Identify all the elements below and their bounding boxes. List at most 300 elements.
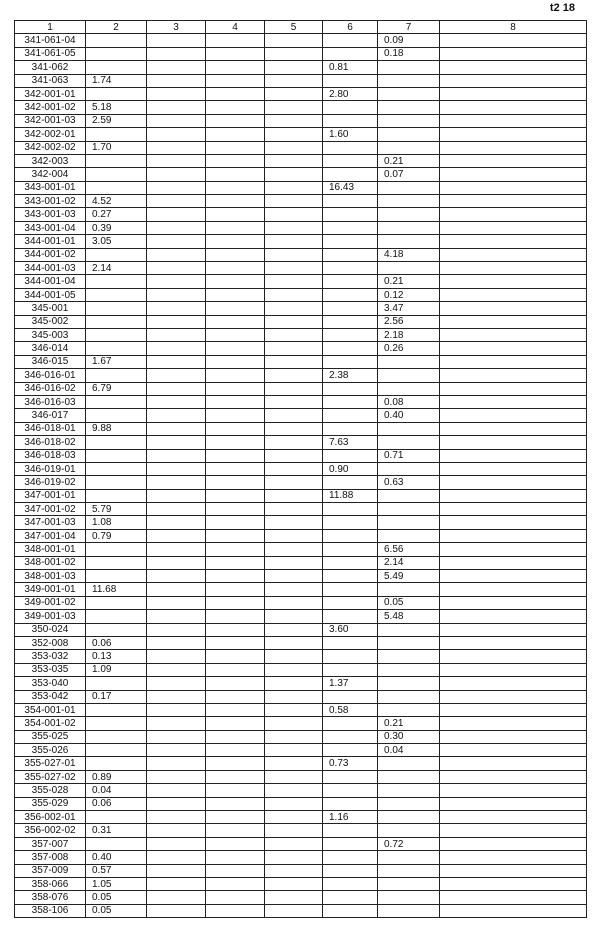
- col5-cell: [265, 757, 323, 770]
- col8-cell: [440, 235, 587, 248]
- table-row: [15, 422, 587, 435]
- col8-cell: [440, 208, 587, 221]
- col4-cell: [206, 851, 265, 864]
- col6-value-cell: [323, 636, 378, 649]
- col7-value-cell: 0.12: [378, 288, 440, 301]
- col8-cell: [440, 489, 587, 502]
- col2-value-cell: [86, 328, 147, 341]
- col3-cell: [147, 462, 206, 475]
- table-row: [15, 409, 587, 422]
- col5-cell: [265, 302, 323, 315]
- col5-cell: [265, 47, 323, 60]
- col7-value-cell: [378, 650, 440, 663]
- col3-cell: [147, 690, 206, 703]
- col6-value-cell: [323, 154, 378, 167]
- table-row: [15, 235, 587, 248]
- col8-cell: [440, 677, 587, 690]
- row-code-cell: 353-032: [15, 650, 86, 663]
- table-row: [15, 878, 587, 891]
- col6-value-cell: [323, 596, 378, 609]
- col8-cell: [440, 583, 587, 596]
- col3-cell: [147, 784, 206, 797]
- col8-cell: [440, 797, 587, 810]
- col4-cell: [206, 409, 265, 422]
- col3-cell: [147, 851, 206, 864]
- col7-value-cell: [378, 636, 440, 649]
- col8-cell: [440, 516, 587, 529]
- col8-cell: [440, 61, 587, 74]
- col4-cell: [206, 141, 265, 154]
- col3-cell: [147, 342, 206, 355]
- col8-cell: [440, 154, 587, 167]
- col3-cell: [147, 395, 206, 408]
- col3-cell: [147, 476, 206, 489]
- col5-cell: [265, 154, 323, 167]
- table-row: [15, 34, 587, 47]
- col8-cell: [440, 503, 587, 516]
- col7-value-cell: [378, 677, 440, 690]
- col6-value-cell: [323, 235, 378, 248]
- col3-cell: [147, 744, 206, 757]
- row-code-cell: 345-003: [15, 328, 86, 341]
- col4-cell: [206, 87, 265, 100]
- table-row: [15, 369, 587, 382]
- col7-value-cell: 2.14: [378, 556, 440, 569]
- table-row: [15, 837, 587, 850]
- col6-value-cell: [323, 342, 378, 355]
- table-row: [15, 610, 587, 623]
- col7-value-cell: 2.18: [378, 328, 440, 341]
- table-row: [15, 248, 587, 261]
- col5-cell: [265, 422, 323, 435]
- col5-cell: [265, 195, 323, 208]
- col7-value-cell: [378, 851, 440, 864]
- col3-cell: [147, 275, 206, 288]
- col4-cell: [206, 235, 265, 248]
- col2-value-cell: 1.74: [86, 74, 147, 87]
- col5-cell: [265, 690, 323, 703]
- table-row: [15, 677, 587, 690]
- table-row: [15, 744, 587, 757]
- col3-cell: [147, 717, 206, 730]
- header-row: [15, 21, 587, 34]
- col2-value-cell: [86, 154, 147, 167]
- col3-cell: [147, 328, 206, 341]
- col5-cell: [265, 730, 323, 743]
- col2-value-cell: 0.05: [86, 904, 147, 917]
- col6-value-cell: 1.37: [323, 677, 378, 690]
- col2-value-cell: 0.57: [86, 864, 147, 877]
- col5-cell: [265, 503, 323, 516]
- col8-cell: [440, 904, 587, 917]
- table-row: [15, 342, 587, 355]
- col5-cell: [265, 248, 323, 261]
- col8-cell: [440, 315, 587, 328]
- col3-cell: [147, 623, 206, 636]
- col2-value-cell: 0.79: [86, 529, 147, 542]
- row-code-cell: 346-017: [15, 409, 86, 422]
- table-row: [15, 543, 587, 556]
- col5-cell: [265, 556, 323, 569]
- table-row: [15, 904, 587, 917]
- col3-cell: [147, 87, 206, 100]
- col4-cell: [206, 650, 265, 663]
- col4-cell: [206, 275, 265, 288]
- col6-value-cell: [323, 503, 378, 516]
- col5-cell: [265, 462, 323, 475]
- col6-value-cell: [323, 395, 378, 408]
- col3-cell: [147, 663, 206, 676]
- row-code-cell: 344-001-05: [15, 288, 86, 301]
- col2-value-cell: 1.09: [86, 663, 147, 676]
- col2-value-cell: [86, 302, 147, 315]
- table-row: [15, 462, 587, 475]
- table-row: [15, 636, 587, 649]
- row-code-cell: 342-001-03: [15, 114, 86, 127]
- col6-value-cell: [323, 47, 378, 60]
- col7-value-cell: 5.48: [378, 610, 440, 623]
- col4-cell: [206, 436, 265, 449]
- col8-cell: [440, 74, 587, 87]
- col2-value-cell: [86, 730, 147, 743]
- col4-cell: [206, 583, 265, 596]
- table-row: [15, 757, 587, 770]
- col4-cell: [206, 34, 265, 47]
- table-row: [15, 570, 587, 583]
- row-code-cell: 342-002-01: [15, 128, 86, 141]
- col3-cell: [147, 503, 206, 516]
- col2-value-cell: [86, 87, 147, 100]
- row-code-cell: 343-001-03: [15, 208, 86, 221]
- col3-cell: [147, 195, 206, 208]
- table-row: [15, 556, 587, 569]
- col8-cell: [440, 262, 587, 275]
- table-row: [15, 328, 587, 341]
- col2-value-cell: [86, 623, 147, 636]
- col4-cell: [206, 837, 265, 850]
- col8-cell: [440, 47, 587, 60]
- col5-cell: [265, 797, 323, 810]
- col2-value-cell: 11.68: [86, 583, 147, 596]
- col8-cell: [440, 730, 587, 743]
- col5-cell: [265, 516, 323, 529]
- col7-value-cell: 0.71: [378, 449, 440, 462]
- col3-cell: [147, 864, 206, 877]
- row-code-cell: 346-016-01: [15, 369, 86, 382]
- col6-value-cell: [323, 784, 378, 797]
- col8-cell: [440, 703, 587, 716]
- col5-cell: [265, 596, 323, 609]
- col4-cell: [206, 208, 265, 221]
- col4-cell: [206, 904, 265, 917]
- row-code-cell: 343-001-02: [15, 195, 86, 208]
- col7-value-cell: [378, 422, 440, 435]
- col2-value-cell: [86, 489, 147, 502]
- row-code-cell: 358-066: [15, 878, 86, 891]
- col7-value-cell: [378, 797, 440, 810]
- col2-value-cell: [86, 556, 147, 569]
- col5-cell: [265, 235, 323, 248]
- col8-cell: [440, 824, 587, 837]
- col3-cell: [147, 288, 206, 301]
- col8-cell: [440, 141, 587, 154]
- col6-value-cell: [323, 101, 378, 114]
- col6-value-cell: [323, 302, 378, 315]
- col6-value-cell: 0.81: [323, 61, 378, 74]
- col2-value-cell: 0.04: [86, 784, 147, 797]
- col2-value-cell: [86, 811, 147, 824]
- row-code-cell: 355-028: [15, 784, 86, 797]
- col5-cell: [265, 878, 323, 891]
- col8-cell: [440, 891, 587, 904]
- col3-cell: [147, 302, 206, 315]
- col2-value-cell: [86, 610, 147, 623]
- col5-cell: [265, 663, 323, 676]
- col4-cell: [206, 101, 265, 114]
- col4-cell: [206, 663, 265, 676]
- col3-cell: [147, 449, 206, 462]
- col6-value-cell: [323, 114, 378, 127]
- col4-cell: [206, 369, 265, 382]
- col3-cell: [147, 422, 206, 435]
- col3-cell: [147, 529, 206, 542]
- col8-cell: [440, 636, 587, 649]
- table-row: [15, 315, 587, 328]
- col2-value-cell: [86, 168, 147, 181]
- col5-cell: [265, 770, 323, 783]
- col8-cell: [440, 436, 587, 449]
- table-row: [15, 489, 587, 502]
- col8-cell: [440, 328, 587, 341]
- col4-cell: [206, 195, 265, 208]
- col7-value-cell: 0.21: [378, 717, 440, 730]
- row-code-cell: 346-018-02: [15, 436, 86, 449]
- col7-value-cell: [378, 516, 440, 529]
- col6-value-cell: [323, 328, 378, 341]
- col7-value-cell: [378, 128, 440, 141]
- table-row: [15, 74, 587, 87]
- col7-value-cell: [378, 690, 440, 703]
- col2-value-cell: [86, 342, 147, 355]
- col8-cell: [440, 382, 587, 395]
- col3-cell: [147, 891, 206, 904]
- row-code-cell: 356-002-02: [15, 824, 86, 837]
- col6-value-cell: [323, 262, 378, 275]
- col2-value-cell: 1.08: [86, 516, 147, 529]
- col4-cell: [206, 47, 265, 60]
- col6-value-cell: [323, 663, 378, 676]
- col5-cell: [265, 61, 323, 74]
- col3-cell: [147, 181, 206, 194]
- col8-cell: [440, 663, 587, 676]
- table-row: [15, 168, 587, 181]
- col6-value-cell: [323, 422, 378, 435]
- table-row: [15, 128, 587, 141]
- col2-value-cell: [86, 543, 147, 556]
- col4-cell: [206, 797, 265, 810]
- col7-value-cell: 6.56: [378, 543, 440, 556]
- col6-value-cell: [323, 570, 378, 583]
- col7-value-cell: 0.09: [378, 34, 440, 47]
- col6-value-cell: [323, 74, 378, 87]
- col2-value-cell: 1.05: [86, 878, 147, 891]
- table-row: [15, 824, 587, 837]
- col5-cell: [265, 703, 323, 716]
- col4-cell: [206, 128, 265, 141]
- col7-value-cell: [378, 824, 440, 837]
- col6-value-cell: [323, 878, 378, 891]
- col6-value-cell: [323, 529, 378, 542]
- row-code-cell: 341-062: [15, 61, 86, 74]
- row-code-cell: 348-001-03: [15, 570, 86, 583]
- col2-value-cell: [86, 436, 147, 449]
- col4-cell: [206, 422, 265, 435]
- col6-value-cell: [323, 851, 378, 864]
- col4-cell: [206, 181, 265, 194]
- col3-cell: [147, 811, 206, 824]
- col7-value-cell: 0.04: [378, 744, 440, 757]
- col6-value-cell: [323, 690, 378, 703]
- col8-cell: [440, 342, 587, 355]
- row-code-cell: 349-001-01: [15, 583, 86, 596]
- col4-cell: [206, 516, 265, 529]
- col6-value-cell: 0.58: [323, 703, 378, 716]
- col6-value-cell: [323, 904, 378, 917]
- col6-value-cell: [323, 221, 378, 234]
- table-row: [15, 302, 587, 315]
- col7-value-cell: [378, 382, 440, 395]
- table-row: [15, 262, 587, 275]
- col4-cell: [206, 623, 265, 636]
- col4-cell: [206, 717, 265, 730]
- col7-value-cell: 0.21: [378, 275, 440, 288]
- table-body: [15, 34, 587, 918]
- col2-value-cell: [86, 288, 147, 301]
- row-code-cell: 346-015: [15, 355, 86, 368]
- col7-value-cell: [378, 811, 440, 824]
- col4-cell: [206, 878, 265, 891]
- col4-cell: [206, 596, 265, 609]
- col7-value-cell: [378, 181, 440, 194]
- col7-value-cell: [378, 195, 440, 208]
- col8-cell: [440, 369, 587, 382]
- col5-cell: [265, 583, 323, 596]
- row-code-cell: 346-019-01: [15, 462, 86, 475]
- col4-cell: [206, 154, 265, 167]
- col5-cell: [265, 837, 323, 850]
- col3-cell: [147, 128, 206, 141]
- col5-cell: [265, 543, 323, 556]
- col5-cell: [265, 369, 323, 382]
- col2-value-cell: [86, 596, 147, 609]
- col4-cell: [206, 114, 265, 127]
- table-row: [15, 395, 587, 408]
- col4-cell: [206, 529, 265, 542]
- table-row: [15, 154, 587, 167]
- col7-value-cell: [378, 74, 440, 87]
- col5-cell: [265, 436, 323, 449]
- table-row: [15, 717, 587, 730]
- table-row: [15, 851, 587, 864]
- table-row: [15, 650, 587, 663]
- table-row: [15, 703, 587, 716]
- col3-cell: [147, 141, 206, 154]
- col2-value-cell: [86, 476, 147, 489]
- col6-value-cell: [323, 355, 378, 368]
- page-reference: t2 18: [549, 2, 575, 14]
- col8-cell: [440, 195, 587, 208]
- col4-cell: [206, 811, 265, 824]
- col8-cell: [440, 114, 587, 127]
- col5-cell: [265, 141, 323, 154]
- col5-cell: [265, 623, 323, 636]
- col3-cell: [147, 878, 206, 891]
- col5-cell: [265, 288, 323, 301]
- col4-cell: [206, 556, 265, 569]
- column-header-6: 6: [323, 21, 378, 34]
- row-code-cell: 349-001-02: [15, 596, 86, 609]
- col7-value-cell: 2.56: [378, 315, 440, 328]
- column-header-4: 4: [206, 21, 265, 34]
- row-code-cell: 346-014: [15, 342, 86, 355]
- col2-value-cell: 2.14: [86, 262, 147, 275]
- col5-cell: [265, 328, 323, 341]
- row-code-cell: 350-024: [15, 623, 86, 636]
- col3-cell: [147, 703, 206, 716]
- col2-value-cell: 0.39: [86, 221, 147, 234]
- col3-cell: [147, 47, 206, 60]
- col7-value-cell: [378, 436, 440, 449]
- col5-cell: [265, 181, 323, 194]
- col6-value-cell: [323, 141, 378, 154]
- col2-value-cell: [86, 47, 147, 60]
- col3-cell: [147, 556, 206, 569]
- col8-cell: [440, 87, 587, 100]
- col8-cell: [440, 302, 587, 315]
- col2-value-cell: 0.13: [86, 650, 147, 663]
- col8-cell: [440, 34, 587, 47]
- row-code-cell: 349-001-03: [15, 610, 86, 623]
- table-row: [15, 623, 587, 636]
- col2-value-cell: [86, 570, 147, 583]
- col6-value-cell: [323, 248, 378, 261]
- col3-cell: [147, 262, 206, 275]
- row-code-cell: 345-001: [15, 302, 86, 315]
- col5-cell: [265, 275, 323, 288]
- table-row: [15, 690, 587, 703]
- col8-cell: [440, 878, 587, 891]
- col5-cell: [265, 395, 323, 408]
- col8-cell: [440, 556, 587, 569]
- row-code-cell: 344-001-03: [15, 262, 86, 275]
- col8-cell: [440, 744, 587, 757]
- col3-cell: [147, 208, 206, 221]
- row-code-cell: 347-001-04: [15, 529, 86, 542]
- col7-value-cell: 0.07: [378, 168, 440, 181]
- table-row: [15, 47, 587, 60]
- table-row: [15, 382, 587, 395]
- col5-cell: [265, 610, 323, 623]
- col7-value-cell: [378, 770, 440, 783]
- col8-cell: [440, 690, 587, 703]
- col5-cell: [265, 636, 323, 649]
- col7-value-cell: [378, 114, 440, 127]
- col6-value-cell: [323, 891, 378, 904]
- col2-value-cell: 3.05: [86, 235, 147, 248]
- col7-value-cell: 0.21: [378, 154, 440, 167]
- row-code-cell: 357-009: [15, 864, 86, 877]
- col8-cell: [440, 770, 587, 783]
